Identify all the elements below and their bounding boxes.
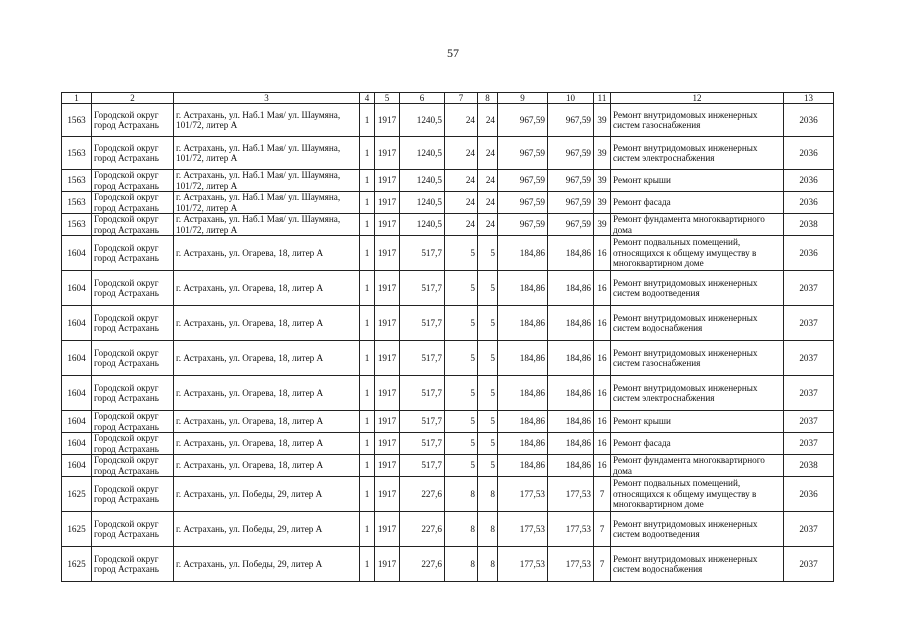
total-area: 227,6 [400, 477, 445, 512]
year-built: 1917 [375, 433, 400, 455]
count-cell: 7 [594, 477, 611, 512]
year-built: 1917 [375, 214, 400, 236]
planned-year: 2037 [784, 341, 834, 376]
row-id: 1563 [62, 214, 92, 236]
count-cell: 1 [360, 214, 375, 236]
year-built: 1917 [375, 192, 400, 214]
value-cell: 967,59 [498, 170, 548, 192]
work-type: Ремонт внутридомовых инженерных систем газоснабжения [611, 341, 784, 376]
value-cell: 967,59 [548, 214, 594, 236]
table-row [62, 104, 834, 137]
table-row [62, 455, 834, 477]
work-type: Ремонт крыши [611, 411, 784, 433]
total-area: 517,7 [400, 376, 445, 411]
row-id: 1563 [62, 137, 92, 170]
municipality: Городской округ город Астрахань [92, 433, 174, 455]
year-built: 1917 [375, 477, 400, 512]
count-cell: 1 [360, 104, 375, 137]
column-number: 11 [594, 93, 611, 104]
count-cell: 39 [594, 104, 611, 137]
count-cell: 8 [445, 512, 478, 547]
value-cell: 177,53 [498, 477, 548, 512]
count-cell: 39 [594, 137, 611, 170]
total-area: 1240,5 [400, 214, 445, 236]
value-cell: 184,86 [548, 411, 594, 433]
table-row [62, 137, 834, 170]
municipality: Городской округ город Астрахань [92, 271, 174, 306]
count-cell: 5 [478, 271, 498, 306]
total-area: 1240,5 [400, 192, 445, 214]
count-cell: 24 [478, 214, 498, 236]
value-cell: 184,86 [548, 433, 594, 455]
total-area: 1240,5 [400, 104, 445, 137]
count-cell: 16 [594, 341, 611, 376]
table-row [62, 341, 834, 376]
row-id: 1563 [62, 170, 92, 192]
municipality: Городской округ город Астрахань [92, 214, 174, 236]
count-cell: 16 [594, 271, 611, 306]
municipality: Городской округ город Астрахань [92, 341, 174, 376]
row-id: 1604 [62, 341, 92, 376]
value-cell: 967,59 [548, 104, 594, 137]
column-number: 8 [478, 93, 498, 104]
planned-year: 2037 [784, 547, 834, 582]
count-cell: 1 [360, 271, 375, 306]
count-cell: 16 [594, 376, 611, 411]
count-cell: 5 [478, 236, 498, 271]
value-cell: 177,53 [498, 547, 548, 582]
row-id: 1604 [62, 455, 92, 477]
count-cell: 8 [445, 477, 478, 512]
value-cell: 184,86 [548, 271, 594, 306]
count-cell: 1 [360, 170, 375, 192]
column-number-row [62, 93, 834, 104]
count-cell: 7 [594, 547, 611, 582]
row-id: 1604 [62, 376, 92, 411]
work-type: Ремонт внутридомовых инженерных систем электроснабжения [611, 137, 784, 170]
address: г. Астрахань, ул. Наб.1 Мая/ ул. Шаумяна, 101/72, литер А [174, 104, 360, 137]
municipality: Городской округ город Астрахань [92, 376, 174, 411]
row-id: 1625 [62, 512, 92, 547]
value-cell: 184,86 [498, 433, 548, 455]
count-cell: 24 [478, 192, 498, 214]
value-cell: 184,86 [498, 376, 548, 411]
value-cell: 177,53 [498, 512, 548, 547]
table-row [62, 236, 834, 271]
table-row [62, 170, 834, 192]
column-number: 6 [400, 93, 445, 104]
row-id: 1625 [62, 547, 92, 582]
count-cell: 24 [445, 170, 478, 192]
municipality: Городской округ город Астрахань [92, 170, 174, 192]
address: г. Астрахань, ул. Наб.1 Мая/ ул. Шаумяна, 101/72, литер А [174, 170, 360, 192]
count-cell: 1 [360, 341, 375, 376]
count-cell: 7 [594, 512, 611, 547]
work-type: Ремонт фундамента многоквартирного дома [611, 214, 784, 236]
row-id: 1604 [62, 433, 92, 455]
municipality: Городской округ город Астрахань [92, 192, 174, 214]
value-cell: 177,53 [548, 547, 594, 582]
count-cell: 16 [594, 306, 611, 341]
page-number: 57 [447, 46, 459, 60]
planned-year: 2036 [784, 192, 834, 214]
year-built: 1917 [375, 236, 400, 271]
count-cell: 1 [360, 433, 375, 455]
total-area: 517,7 [400, 341, 445, 376]
work-type: Ремонт внутридомовых инженерных систем водоотведения [611, 512, 784, 547]
address: г. Астрахань, ул. Огарева, 18, литер А [174, 433, 360, 455]
planned-year: 2037 [784, 376, 834, 411]
table-row [62, 376, 834, 411]
total-area: 517,7 [400, 271, 445, 306]
count-cell: 5 [445, 411, 478, 433]
value-cell: 967,59 [548, 137, 594, 170]
count-cell: 5 [445, 271, 478, 306]
count-cell: 5 [478, 433, 498, 455]
count-cell: 16 [594, 433, 611, 455]
value-cell: 967,59 [498, 104, 548, 137]
work-type: Ремонт фасада [611, 433, 784, 455]
count-cell: 8 [478, 547, 498, 582]
year-built: 1917 [375, 411, 400, 433]
address: г. Астрахань, ул. Огарева, 18, литер А [174, 455, 360, 477]
count-cell: 5 [478, 306, 498, 341]
count-cell: 39 [594, 214, 611, 236]
count-cell: 39 [594, 170, 611, 192]
total-area: 1240,5 [400, 170, 445, 192]
year-built: 1917 [375, 104, 400, 137]
count-cell: 24 [478, 170, 498, 192]
value-cell: 184,86 [498, 411, 548, 433]
municipality: Городской округ город Астрахань [92, 512, 174, 547]
value-cell: 967,59 [548, 192, 594, 214]
work-type: Ремонт внутридомовых инженерных систем водоснабжения [611, 547, 784, 582]
year-built: 1917 [375, 306, 400, 341]
value-cell: 967,59 [498, 137, 548, 170]
year-built: 1917 [375, 512, 400, 547]
value-cell: 184,86 [498, 236, 548, 271]
year-built: 1917 [375, 547, 400, 582]
value-cell: 184,86 [548, 341, 594, 376]
count-cell: 24 [445, 192, 478, 214]
row-id: 1625 [62, 477, 92, 512]
count-cell: 1 [360, 547, 375, 582]
value-cell: 967,59 [498, 192, 548, 214]
total-area: 1240,5 [400, 137, 445, 170]
work-type: Ремонт внутридомовых инженерных систем водоснабжения [611, 306, 784, 341]
count-cell: 24 [478, 104, 498, 137]
planned-year: 2037 [784, 306, 834, 341]
count-cell: 16 [594, 236, 611, 271]
planned-year: 2036 [784, 170, 834, 192]
municipality: Городской округ город Астрахань [92, 306, 174, 341]
total-area: 517,7 [400, 306, 445, 341]
address: г. Астрахань, ул. Огарева, 18, литер А [174, 271, 360, 306]
row-id: 1563 [62, 192, 92, 214]
planned-year: 2036 [784, 104, 834, 137]
planned-year: 2037 [784, 433, 834, 455]
column-number: 4 [360, 93, 375, 104]
count-cell: 1 [360, 477, 375, 512]
address: г. Астрахань, ул. Наб.1 Мая/ ул. Шаумяна, 101/72, литер А [174, 214, 360, 236]
value-cell: 184,86 [548, 455, 594, 477]
count-cell: 24 [445, 137, 478, 170]
count-cell: 1 [360, 455, 375, 477]
column-number: 10 [548, 93, 594, 104]
planned-year: 2038 [784, 455, 834, 477]
planned-year: 2037 [784, 411, 834, 433]
value-cell: 967,59 [498, 214, 548, 236]
address: г. Астрахань, ул. Наб.1 Мая/ ул. Шаумяна, 101/72, литер А [174, 137, 360, 170]
row-id: 1563 [62, 104, 92, 137]
count-cell: 1 [360, 306, 375, 341]
address: г. Астрахань, ул. Победы, 29, литер А [174, 477, 360, 512]
value-cell: 177,53 [548, 512, 594, 547]
column-number: 7 [445, 93, 478, 104]
year-built: 1917 [375, 341, 400, 376]
table-row [62, 214, 834, 236]
table-row [62, 411, 834, 433]
row-id: 1604 [62, 306, 92, 341]
municipality: Городской округ город Астрахань [92, 137, 174, 170]
column-number: 5 [375, 93, 400, 104]
capital-repair-table [61, 92, 834, 582]
count-cell: 1 [360, 411, 375, 433]
value-cell: 184,86 [548, 236, 594, 271]
count-cell: 8 [478, 477, 498, 512]
column-number: 1 [62, 93, 92, 104]
table-row [62, 477, 834, 512]
address: г. Астрахань, ул. Огарева, 18, литер А [174, 341, 360, 376]
value-cell: 184,86 [498, 306, 548, 341]
work-type: Ремонт фасада [611, 192, 784, 214]
year-built: 1917 [375, 170, 400, 192]
total-area: 517,7 [400, 236, 445, 271]
planned-year: 2038 [784, 214, 834, 236]
count-cell: 24 [478, 137, 498, 170]
column-number: 9 [498, 93, 548, 104]
count-cell: 5 [478, 455, 498, 477]
planned-year: 2037 [784, 512, 834, 547]
table-body [62, 93, 834, 582]
municipality: Городской округ город Астрахань [92, 104, 174, 137]
count-cell: 5 [478, 341, 498, 376]
count-cell: 1 [360, 137, 375, 170]
column-number: 12 [611, 93, 784, 104]
total-area: 227,6 [400, 512, 445, 547]
year-built: 1917 [375, 137, 400, 170]
count-cell: 16 [594, 411, 611, 433]
value-cell: 184,86 [498, 455, 548, 477]
column-number: 3 [174, 93, 360, 104]
row-id: 1604 [62, 271, 92, 306]
municipality: Городской округ город Астрахань [92, 477, 174, 512]
work-type: Ремонт подвальных помещений, относящихся к общему имуществу в многоквартирном доме [611, 477, 784, 512]
table-row [62, 512, 834, 547]
row-id: 1604 [62, 236, 92, 271]
count-cell: 8 [478, 512, 498, 547]
work-type: Ремонт фундамента многоквартирного дома [611, 455, 784, 477]
municipality: Городской округ город Астрахань [92, 236, 174, 271]
year-built: 1917 [375, 271, 400, 306]
year-built: 1917 [375, 455, 400, 477]
table-row [62, 192, 834, 214]
count-cell: 5 [445, 306, 478, 341]
planned-year: 2037 [784, 271, 834, 306]
count-cell: 16 [594, 455, 611, 477]
municipality: Городской округ город Астрахань [92, 547, 174, 582]
count-cell: 5 [445, 455, 478, 477]
address: г. Астрахань, ул. Наб.1 Мая/ ул. Шаумяна, 101/72, литер А [174, 192, 360, 214]
count-cell: 1 [360, 192, 375, 214]
table-row [62, 271, 834, 306]
count-cell: 5 [478, 376, 498, 411]
count-cell: 1 [360, 236, 375, 271]
row-id: 1604 [62, 411, 92, 433]
planned-year: 2036 [784, 477, 834, 512]
count-cell: 5 [478, 411, 498, 433]
value-cell: 967,59 [548, 170, 594, 192]
address: г. Астрахань, ул. Огарева, 18, литер А [174, 411, 360, 433]
address: г. Астрахань, ул. Победы, 29, литер А [174, 512, 360, 547]
municipality: Городской округ город Астрахань [92, 411, 174, 433]
address: г. Астрахань, ул. Огарева, 18, литер А [174, 376, 360, 411]
total-area: 517,7 [400, 455, 445, 477]
work-type: Ремонт подвальных помещений, относящихся к общему имуществу в многоквартирном доме [611, 236, 784, 271]
work-type: Ремонт внутридомовых инженерных систем электроснабжения [611, 376, 784, 411]
count-cell: 5 [445, 236, 478, 271]
planned-year: 2036 [784, 236, 834, 271]
planned-year: 2036 [784, 137, 834, 170]
work-type: Ремонт крыши [611, 170, 784, 192]
count-cell: 1 [360, 376, 375, 411]
count-cell: 5 [445, 341, 478, 376]
column-number: 13 [784, 93, 834, 104]
table-row [62, 547, 834, 582]
total-area: 227,6 [400, 547, 445, 582]
count-cell: 24 [445, 104, 478, 137]
count-cell: 8 [445, 547, 478, 582]
work-type: Ремонт внутридомовых инженерных систем газоснабжения [611, 104, 784, 137]
value-cell: 184,86 [548, 376, 594, 411]
value-cell: 177,53 [548, 477, 594, 512]
address: г. Астрахань, ул. Победы, 29, литер А [174, 547, 360, 582]
total-area: 517,7 [400, 433, 445, 455]
table-row [62, 306, 834, 341]
year-built: 1917 [375, 376, 400, 411]
address: г. Астрахань, ул. Огарева, 18, литер А [174, 236, 360, 271]
address: г. Астрахань, ул. Огарева, 18, литер А [174, 306, 360, 341]
count-cell: 39 [594, 192, 611, 214]
count-cell: 24 [445, 214, 478, 236]
municipality: Городской округ город Астрахань [92, 455, 174, 477]
work-type: Ремонт внутридомовых инженерных систем водоотведения [611, 271, 784, 306]
count-cell: 1 [360, 512, 375, 547]
count-cell: 5 [445, 376, 478, 411]
total-area: 517,7 [400, 411, 445, 433]
count-cell: 5 [445, 433, 478, 455]
value-cell: 184,86 [498, 271, 548, 306]
value-cell: 184,86 [498, 341, 548, 376]
value-cell: 184,86 [548, 306, 594, 341]
table-row [62, 433, 834, 455]
column-number: 2 [92, 93, 174, 104]
